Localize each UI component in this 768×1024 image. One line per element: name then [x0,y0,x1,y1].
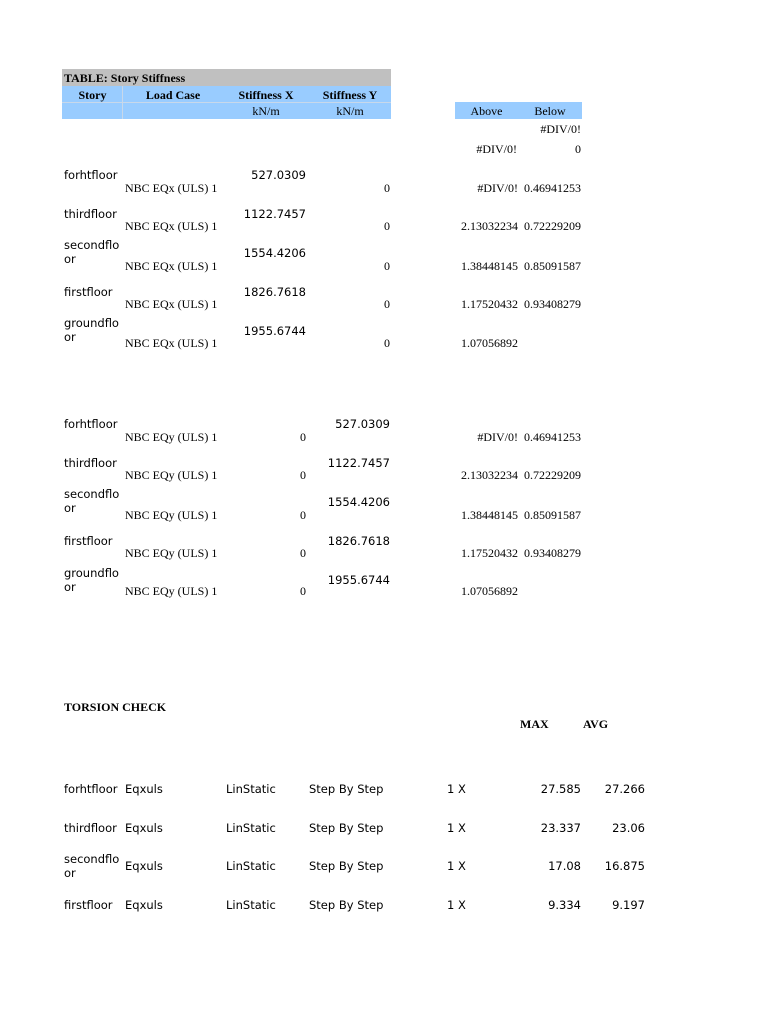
stiffness-y: 0 [384,181,390,195]
torsion-step: Step By Step [309,898,384,912]
load-case: NBC EQy (ULS) 1 [125,468,218,482]
header-stiffness-y: Stiffness Y [322,88,378,102]
stiffness-x: 1554.4206 [243,246,306,260]
torsion-case: Eqxuls [125,782,163,796]
torsion-step: Step By Step [309,859,384,873]
top-ratio-above-2: #DIV/0! [476,142,517,156]
stiffness-y: 1554.4206 [327,495,390,509]
torsion-avg: 23.06 [612,821,645,835]
ratio-above: 2.13032234 [461,219,518,233]
stiffness-x: 1122.7457 [243,207,306,221]
table-title: TABLE: Story Stiffness [64,71,186,85]
story-name: firstfloor [64,285,113,299]
stiffness-y: 1826.7618 [327,534,390,548]
story-name: forhtfloor [64,168,118,182]
stiffness-x: 527.0309 [251,168,306,182]
ratio-above: 2.13032234 [461,468,518,482]
ratio-below: 0.85091587 [524,259,581,273]
load-case: NBC EQx (ULS) 1 [125,219,218,233]
story-name: thirdfloor [64,207,117,221]
story-name: forhtfloor [64,782,118,796]
torsion-avg: 16.875 [604,859,645,873]
load-case: NBC EQx (ULS) 1 [125,181,218,195]
load-case: NBC EQx (ULS) 1 [125,259,218,273]
ratio-below: 0.93408279 [524,546,581,560]
ratio-above: #DIV/0! [477,430,518,444]
stiffness-y: 527.0309 [335,417,390,431]
torsion-max: 9.334 [548,898,581,912]
ratio-below: 0.46941253 [524,430,581,444]
torsion-case: Eqxuls [125,821,163,835]
load-case: NBC EQy (ULS) 1 [125,508,218,522]
torsion-avg: 9.197 [612,898,645,912]
torsion-title: TORSION CHECK [64,700,167,714]
torsion-direction: 1 X [447,821,466,835]
load-case: NBC EQy (ULS) 1 [125,584,218,598]
stiffness-x: 0 [300,546,306,560]
stiffness-x: 0 [300,468,306,482]
load-case: NBC EQy (ULS) 1 [125,546,218,560]
stiffness-x: 1826.7618 [243,285,306,299]
story-name: groundflo or [64,316,119,344]
torsion-max: 27.585 [540,782,581,796]
header-stiffness-x: Stiffness X [238,88,294,102]
story-name: firstfloor [64,898,113,912]
header-story: Story [78,88,107,102]
torsion-avg: 27.266 [604,782,645,796]
ratio-above: #DIV/0! [477,181,518,195]
ratio-above: 1.17520432 [461,297,518,311]
ratio-below: 0.93408279 [524,297,581,311]
ratio-below: 0.72229209 [524,219,581,233]
stiffness-y: 1955.6744 [327,573,390,587]
stiffness-y: 0 [384,259,390,273]
ratio-below: 0.72229209 [524,468,581,482]
torsion-avg-label: AVG [583,717,609,731]
unit-stiffness-y: kN/m [336,104,364,118]
torsion-step: Step By Step [309,782,384,796]
torsion-type: LinStatic [226,898,276,912]
ratio-above: 1.07056892 [461,336,518,350]
header-above: Above [470,104,503,118]
stiffness-y: 1122.7457 [327,456,390,470]
story-name: secondflo or [64,487,120,515]
header-units-divider [62,102,391,103]
ratio-above: 1.17520432 [461,546,518,560]
story-name: forhtfloor [64,417,118,431]
stiffness-x: 0 [300,508,306,522]
torsion-case: Eqxuls [125,898,163,912]
load-case: NBC EQx (ULS) 1 [125,336,218,350]
load-case: NBC EQy (ULS) 1 [125,430,218,444]
story-name: firstfloor [64,534,113,548]
story-name: thirdfloor [64,456,117,470]
torsion-direction: 1 X [447,782,466,796]
torsion-type: LinStatic [226,782,276,796]
story-name: secondflo or [64,238,120,266]
header-below: Below [534,104,566,118]
ratio-above: 1.07056892 [461,584,518,598]
stiffness-x: 0 [300,584,306,598]
torsion-step: Step By Step [309,821,384,835]
top-ratio-below-1: #DIV/0! [540,122,581,136]
torsion-direction: 1 X [447,859,466,873]
story-name: secondflo or [64,852,120,880]
ratio-above: 1.38448145 [461,259,518,273]
header-load-case: Load Case [145,88,201,102]
load-case: NBC EQx (ULS) 1 [125,297,218,311]
stiffness-x: 1955.6744 [243,324,306,338]
story-name: groundflo or [64,566,119,594]
top-ratio-below-2: 0 [575,142,581,156]
torsion-direction: 1 X [447,898,466,912]
stiffness-x: 0 [300,430,306,444]
stiffness-y: 0 [384,219,390,233]
torsion-max: 23.337 [540,821,581,835]
ratio-above: 1.38448145 [461,508,518,522]
unit-stiffness-x: kN/m [252,104,280,118]
ratio-below: 0.85091587 [524,508,581,522]
torsion-max: 17.08 [548,859,581,873]
stiffness-y: 0 [384,297,390,311]
story-name: thirdfloor [64,821,117,835]
stiffness-y: 0 [384,336,390,350]
torsion-case: Eqxuls [125,859,163,873]
torsion-type: LinStatic [226,859,276,873]
torsion-max-label: MAX [520,717,549,731]
torsion-type: LinStatic [226,821,276,835]
ratio-below: 0.46941253 [524,181,581,195]
